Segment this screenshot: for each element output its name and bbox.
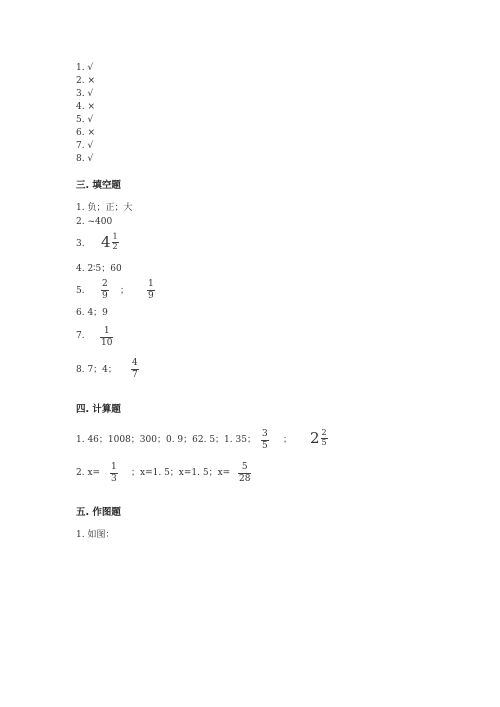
answer-line: 8. √ — [76, 154, 94, 164]
fill-answer-2: 2. ~400 — [76, 217, 113, 227]
numerator: 2 — [102, 279, 108, 289]
mixed-number — [310, 429, 328, 447]
section-heading-draw: 五. 作图题 — [76, 507, 121, 518]
answer-line: 5. √ — [76, 115, 94, 125]
denominator: 9 — [102, 291, 108, 301]
draw-answer-1: 1. 如图： — [76, 530, 115, 540]
fill-answer-7-label: 7. — [76, 331, 85, 341]
answer-line: 7. √ — [76, 141, 94, 151]
denominator: 5 — [262, 441, 268, 451]
answer-line: 6. × — [76, 128, 95, 138]
whole-part: 4 — [101, 232, 111, 251]
fraction — [147, 279, 155, 301]
fraction — [110, 462, 118, 484]
answer-line: 3. √ — [76, 89, 94, 99]
answer-line: 4. × — [76, 102, 95, 112]
numerator: 1 — [112, 232, 118, 241]
numerator: 2 — [321, 428, 327, 437]
numerator: 1 — [148, 279, 154, 289]
separator: ； — [120, 286, 130, 296]
fill-answer-3-label: 3. — [76, 239, 85, 249]
calc-answer-2-label: 2. x= — [76, 468, 101, 478]
numerator: 5 — [241, 462, 248, 472]
section-heading-calc: 四. 计算题 — [76, 404, 121, 415]
separator: ； — [283, 435, 293, 445]
fraction — [261, 429, 269, 451]
fraction — [321, 429, 328, 447]
calc-answer-2-middle: ；x=1. 5；x=1. 5；x= — [131, 468, 231, 478]
denominator: 3 — [111, 474, 117, 484]
answer-line: 2. × — [76, 76, 95, 86]
numerator: 1 — [111, 462, 117, 472]
numerator: 3 — [262, 429, 268, 439]
answer-line: 1. √ — [76, 63, 94, 73]
denominator: 9 — [148, 291, 154, 301]
fill-answer-5-label: 5. — [76, 286, 85, 296]
fraction — [131, 358, 139, 380]
numerator: 1 — [103, 326, 110, 336]
mixed-number — [101, 233, 119, 251]
fill-answer-6: 6. 4；9 — [76, 308, 108, 318]
fill-answer-1: 1. 负；正；大 — [76, 203, 133, 213]
denominator: 5 — [321, 438, 327, 447]
fraction — [238, 462, 251, 484]
denominator: 10 — [101, 338, 113, 348]
fraction — [101, 279, 109, 301]
denominator: 2 — [112, 242, 118, 251]
denominator: 7 — [132, 370, 138, 380]
calc-answer-1: 1. 46；1008；300；0. 9；62. 5；1. 35； — [76, 435, 256, 445]
fraction — [112, 233, 119, 251]
numerator: 4 — [132, 358, 138, 368]
fill-answer-4: 4. 2∶5；60 — [76, 264, 122, 274]
fill-answer-8-label: 8. 7；4； — [76, 365, 117, 375]
denominator: 28 — [239, 474, 251, 484]
whole-part: 2 — [310, 428, 320, 447]
fraction — [100, 326, 113, 348]
section-heading-fill: 三. 填空题 — [76, 180, 121, 191]
